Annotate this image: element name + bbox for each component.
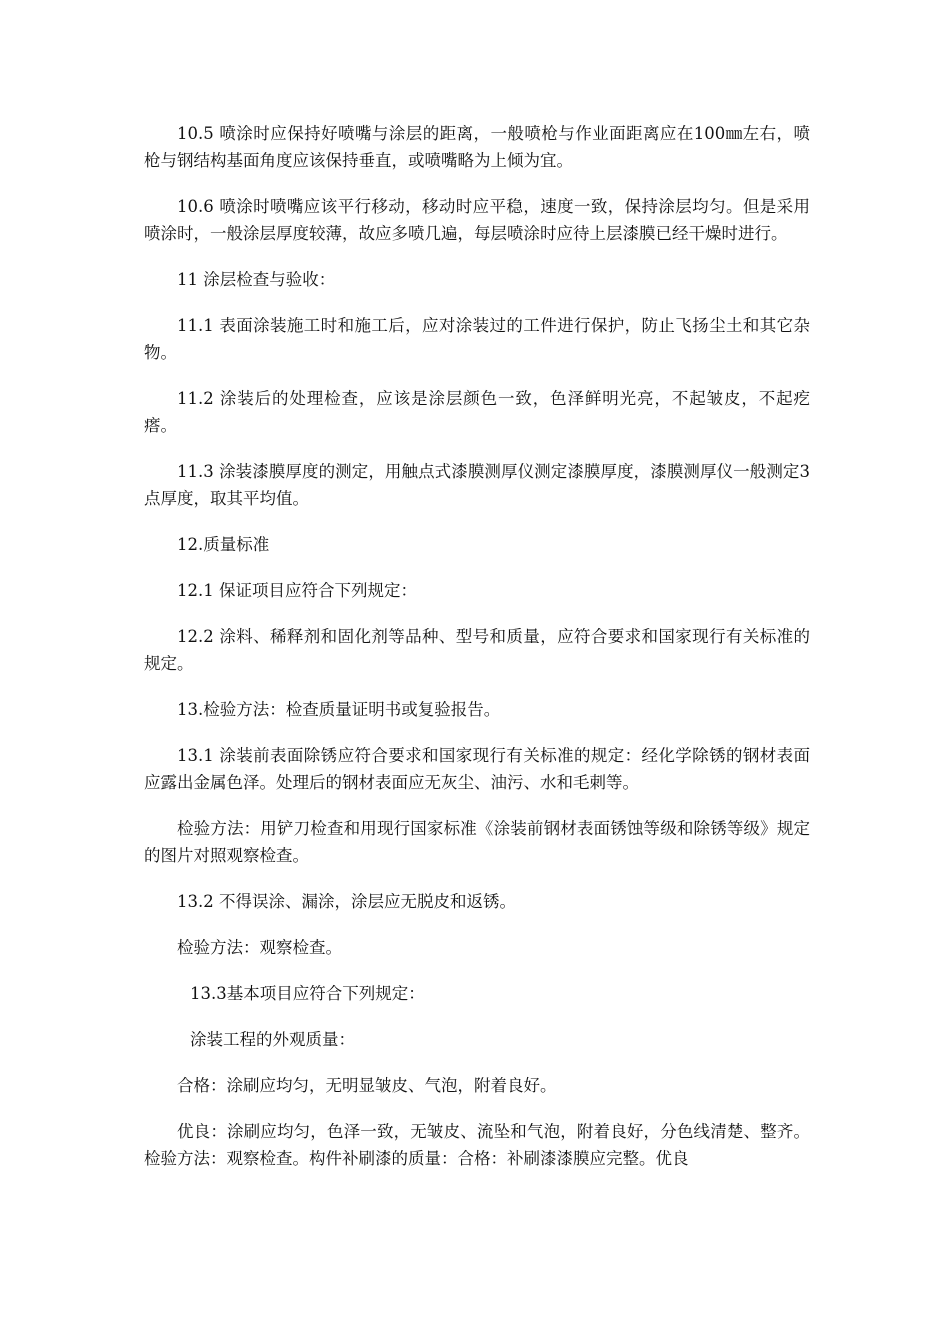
paragraph-13-3: 13.3基本项目应符合下列规定： — [190, 984, 425, 1003]
paragraph-inspection-method-1: 检验方法：用铲刀检查和用现行国家标准《涂装前钢材表面锈蚀等级和除锈等级》规定的图片对照观察检查。 — [144, 819, 810, 865]
heading-12: 12.质量标准 — [177, 535, 270, 554]
paragraph-10-6: 10.6 喷涂时喷嘴应该平行移动，移动时应平稳，速度一致，保持涂层均匀。但是采用喷涂时，一般涂层厚度较薄，故应多喷几遍，每层喷涂时应待上层漆膜已经干燥时进行。 — [144, 197, 810, 243]
heading-13: 13.检验方法：检查质量证明书或复验报告。 — [177, 700, 501, 719]
paragraph-inspection-method-2: 检验方法：观察检查。 — [177, 938, 342, 957]
document-body — [144, 120, 810, 1191]
paragraph-11-3: 11.3 涂装漆膜厚度的测定，用触点式漆膜测厚仪测定漆膜厚度，漆膜测厚仪一般测定3点厚度，取其平均值。 — [144, 462, 810, 508]
heading-11: 11 涂层检查与验收： — [177, 270, 336, 289]
paragraph-13-2: 13.2 不得误涂、漏涂，涂层应无脱皮和返锈。 — [177, 892, 516, 911]
paragraph-11-1: 11.1 表面涂装施工时和施工后，应对涂装过的工件进行保护，防止飞扬尘土和其它杂物。 — [144, 316, 810, 362]
paragraph-12-1: 12.1 保证项目应符合下列规定： — [177, 581, 417, 600]
paragraph-excellent: 优良：涂刷应均匀，色泽一致，无皱皮、流坠和气泡，附着良好，分色线清楚、整齐。检验方法：观察检查。构件补刷漆的质量：合格：补刷漆漆膜应完整。优良 — [144, 1122, 810, 1168]
paragraph-12-2: 12.2 涂料、稀释剂和固化剂等品种、型号和质量，应符合要求和国家现行有关标准的规定。 — [144, 627, 810, 673]
paragraph-qualified: 合格：涂刷应均匀，无明显皱皮、气泡，附着良好。 — [177, 1076, 557, 1095]
paragraph-appearance-quality: 涂装工程的外观质量： — [190, 1030, 355, 1049]
paragraph-11-2: 11.2 涂装后的处理检查，应该是涂层颜色一致，色泽鲜明光亮，不起皱皮，不起疙瘩。 — [144, 389, 810, 435]
paragraph-10-5: 10.5 喷涂时应保持好喷嘴与涂层的距离，一般喷枪与作业面距离应在100㎜左右，喷枪与钢结构基面角度应该保持垂直，或喷嘴略为上倾为宜。 — [144, 124, 810, 170]
paragraph-13-1: 13.1 涂装前表面除锈应符合要求和国家现行有关标准的规定：经化学除锈的钢材表面应露出金属色泽。处理后的钢材表面应无灰尘、油污、水和毛刺等。 — [144, 746, 810, 792]
